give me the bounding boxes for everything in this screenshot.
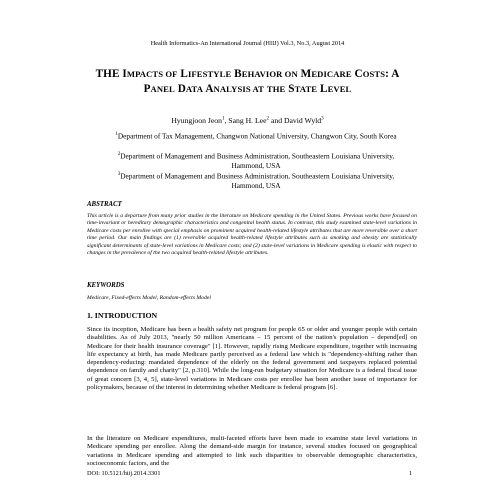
- author-name: Hyungjoon Jeon: [171, 116, 222, 125]
- author-name: Sang H. Lee: [228, 116, 267, 125]
- affiliation-mark: 3: [117, 172, 121, 177]
- abstract-heading: ABSTRACT: [87, 201, 122, 208]
- affiliation-text: Department of Tax Management, Changwon National University, Changwon City, South Korea: [117, 131, 397, 141]
- body-paragraph: In the literature on Medicare expenditures, multi-faceted efforts have been made to examine state level variations in Medicare spending per enrollee. Along the demand-side margin for instance, several studies focused on geographical variations in Medicare spending and attempted to link such disparities to observable demographic characteristics, socioeconomic factors, and the: [87, 435, 417, 467]
- running-head: Health Informatics-An International Journal (HIIJ) Vol.3, No.3, August 2014: [150, 40, 345, 47]
- affiliation-text: Department of Management and Business Administration, Southeastern Louisiana University, Hammond, USA: [120, 151, 395, 170]
- author-list: [0, 116, 495, 125]
- author-separator: ,: [224, 116, 229, 125]
- affiliation: [110, 150, 402, 170]
- keywords-heading: KEYWORDS: [87, 282, 125, 289]
- body-paragraph: Since its inception, Medicare has been a health safety net program for people 65 or older and younger people with certain disabilities. As of July 2013, "nearly 50 million Americans – 15 percent of the nation's population – depend[ed] on Medicare for their health insurance coverage" [1]. However, rapidly rising Medicare expenditure, together with increasing life expectancy at birth, has made Medicare partly perceived as a federal law which is "dependency-shifting rather than dependency-reducing: mandated dependence of the elderly on the federal government and taxpayers replaced potential dependence on family and charity" [2, p.310]. While the long-run budgetary situation for Medicare is a federal fiscal issue of great concern [3, 4, 5], state-level variations in Medicare costs per enrollee has been another issue of importance for policymakers, because of the interest in determining whether Medicare is federal program [6].: [87, 326, 417, 392]
- author-mark: 2: [266, 116, 270, 122]
- section-title: 1. INTRODUCTION: [87, 311, 158, 320]
- affiliation-mark: 2: [117, 152, 121, 157]
- author-separator: and: [269, 116, 284, 125]
- author-mark: 3: [321, 116, 324, 122]
- author-name: David Wyld: [283, 116, 322, 125]
- footer-doi: DOI: 10.5121/hiij.2014.3301: [87, 470, 161, 477]
- author-mark: 1: [221, 116, 225, 122]
- abstract-text: This article is a departure from many prior studies in the literature on Medicare spending in the United States. Previous works have focused on time-invariant or hereditary demographic characteristics and congenital health status. In contrast, this study examined state-level variations in Medicare costs per enrollee with special emphasis on prominent acquired health-related lifestyle attributes that are more reversible over a short time period. Our main findings are (1) reversible acquired health-related lifestyle attributes such as smoking and obesity are statistically significant determinants of state-level variations in Medicare costs; and (2) state-level variations in Medicare spending is elastic with respect to changes in the prevalence of the two acquired health-related lifestyle attributes.: [87, 213, 417, 257]
- page-number: 1: [409, 470, 413, 477]
- affiliation: [110, 170, 402, 190]
- affiliation-text: Department of Management and Business Administration, Southeastern Louisiana University, Hammond, USA: [120, 171, 395, 190]
- paper-title: THE IMPACTS OF LIFESTYLE BEHAVIOR ON MEDICARE COSTS: A PANEL DATA ANALYSIS AT THE STATE LEVEL: [95, 68, 400, 95]
- keywords-text: Medicare, Fixed-effects Model, Random-effects Model: [87, 295, 211, 301]
- affiliation-mark: 1: [115, 132, 118, 137]
- affiliation: [110, 130, 402, 141]
